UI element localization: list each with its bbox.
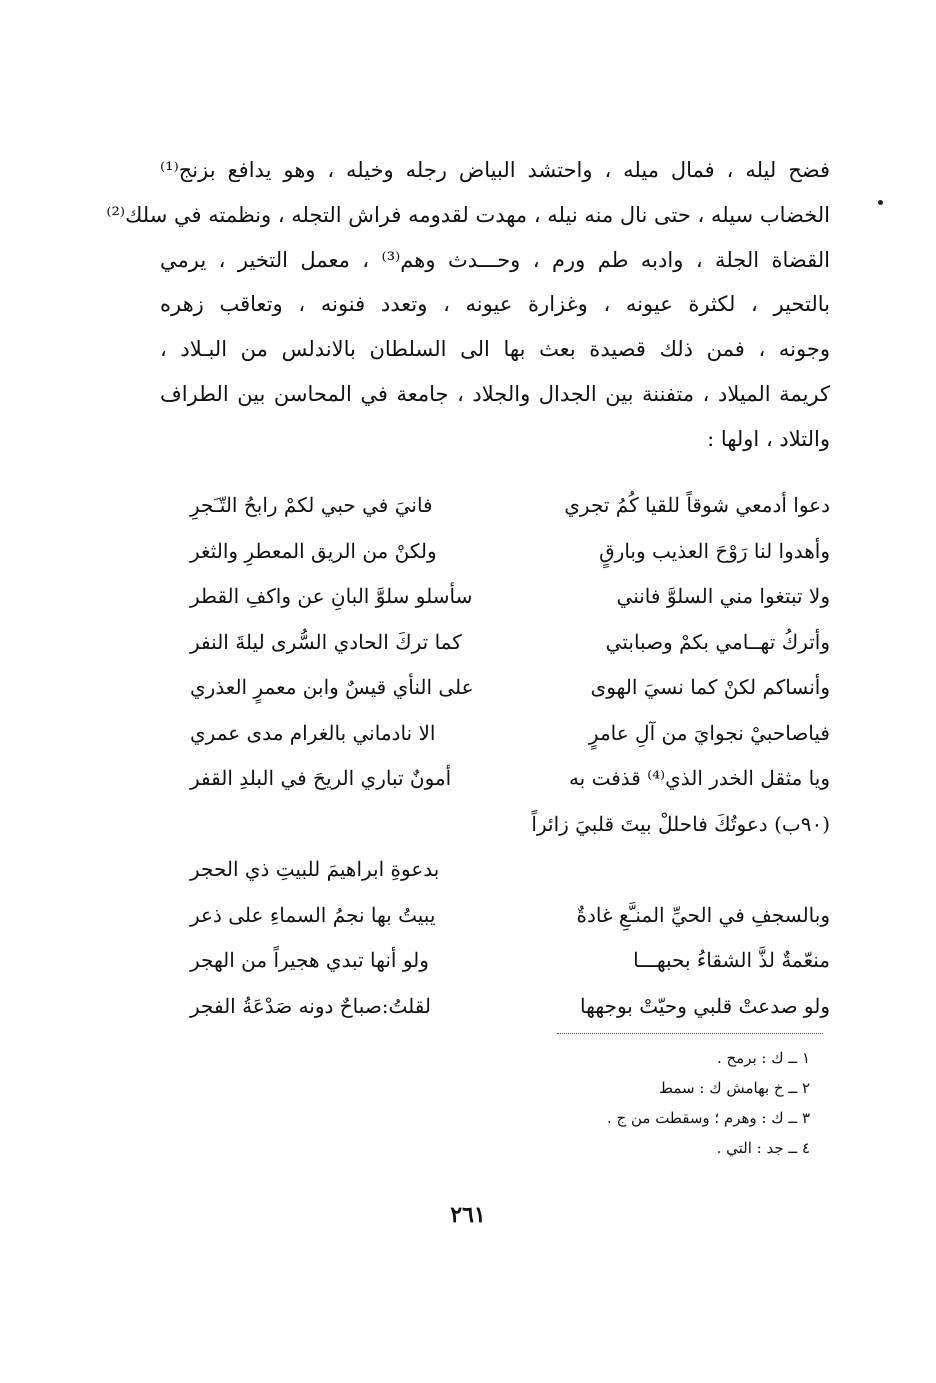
poem-verse-single: (٩٠ب) دعوتُكَ فاحللْ بيتَ قلبيَ زائراً	[531, 811, 830, 836]
verse-second-hemistich: فانيَ في حبي لكمْ رابحُ التّـَجرِ	[190, 493, 433, 517]
verse-second-hemistich: ولكنْ من الريق المعطرِ والثغر	[190, 538, 437, 563]
poem-verse-indented: بدعوةِ ابراهيمَ للبيتِ ذي الحجر	[190, 857, 440, 881]
verse-second-hemistich: كما تركَ الحادي السُّرى ليلةَ النفر	[190, 629, 462, 654]
poem-verse	[190, 984, 830, 1030]
prose-paragraph	[106, 148, 830, 462]
prose-line: كريمة الميلاد ، متفننة بين الجدال والجلاد ، جامعة في المحاسن بين الطراف	[160, 381, 830, 406]
poem-verse	[190, 893, 830, 939]
prose-line: فضح ليله ، فمال ميله ، واحتشد البياض رجله وخيله ، وهو يدافع بزنج⁽¹⁾	[160, 158, 830, 182]
verse-first-hemistich: ويا مثقل الخدر الذي⁽⁴⁾ قذفت به	[568, 766, 830, 790]
verse-second-hemistich: ولو أنها تبدي هجيراً من الهجر	[190, 948, 429, 972]
poem-verse	[190, 483, 830, 529]
page-number: ٢٦١	[450, 1202, 486, 1228]
margin-dot	[878, 200, 883, 205]
verse-second-hemistich: على النأي قيسٌ وابن معمرٍ العذري	[190, 675, 474, 699]
verse-first-hemistich: دعوا أدمعي شوقاً للقيا كُمُ تجري	[564, 493, 830, 517]
verse-first-hemistich: وأتركُ تهــامي بكمْ وصبابتي	[605, 629, 830, 654]
footnote-separator	[557, 1033, 823, 1034]
verse-first-hemistich: وبالسجفِ في الحيِّ المنـَّعِ غادةٌ	[576, 902, 830, 927]
verse-second-hemistich: يبيتُ بها نجمُ السماءِ على ذعر	[190, 902, 436, 927]
prose-line: القضاة الجلة ، وادبه طم ورم ، وحـــدث وهم⁽³⁾ ، معمل التخير ، يرمي	[160, 247, 830, 272]
footnote: ٢ ــ خ بهامش ك : سمط	[659, 1079, 810, 1097]
verse-second-hemistich: لقلتُ:صباحٌ دونه صَدْعَةُ الفجر	[190, 993, 432, 1018]
verse-first-hemistich: ولا تبتغوا مني السلوَّ فانني	[616, 584, 830, 608]
prose-line: بالتحير ، لكثرة عيونه ، وغزارة عيونه ، وتعدد فنونه ، وتعاقب زهره	[160, 292, 830, 317]
footnote: ٣ ــ ك : وهرم ؛ وسقطت من ج .	[606, 1109, 810, 1127]
prose-line: والتلاد ، اولها :	[707, 426, 830, 451]
prose-line: وجونه ، فمن ذلك قصيدة بعث بها الى السلطان بالاندلس من البـلاد ،	[160, 337, 830, 362]
verse-first-hemistich: منعّمةٌ لذَّ الشقاءُ بحبهـــا	[633, 948, 830, 972]
verse-second-hemistich: سأسلو سلوَّ البانِ عن واكفِ القطر	[190, 584, 473, 608]
prose-line: الخضاب سيله ، حتى نال منه نيله ، مهدت لقدومه فراش التجله ، ونظمته في سلك⁽²⁾	[106, 202, 830, 227]
poem-verse	[190, 938, 830, 984]
footnote: ٤ ــ جد : التي .	[716, 1139, 810, 1157]
poem-verse	[190, 756, 830, 802]
verse-second-hemistich: أمونٌ تباري الريحَ في البلدِ القفر	[190, 766, 452, 790]
poem-verse	[190, 529, 830, 575]
footnote: ١ ــ ك : برمح .	[716, 1049, 810, 1067]
verse-first-hemistich: وأهدوا لنا رَوْحَ العذيب وبارقٍ	[599, 538, 830, 563]
verse-second-hemistich: الا نادماني بالغرام مدى عمري	[190, 720, 436, 745]
poem	[190, 483, 830, 1029]
poem-verse	[190, 620, 830, 666]
footnotes	[480, 1043, 810, 1163]
poem-verse	[190, 574, 830, 620]
poem-verse	[190, 711, 830, 757]
verse-first-hemistich: وأنساكم لكنْ كما نسيَ الهوى	[590, 675, 830, 699]
poem-verse	[190, 665, 830, 711]
verse-first-hemistich: فياصاحبيْ نجوايَ من آلِ عامرٍ	[588, 720, 830, 745]
verse-first-hemistich: ولو صدعتْ قلبي وحيّتْ بوجهها	[580, 993, 830, 1018]
